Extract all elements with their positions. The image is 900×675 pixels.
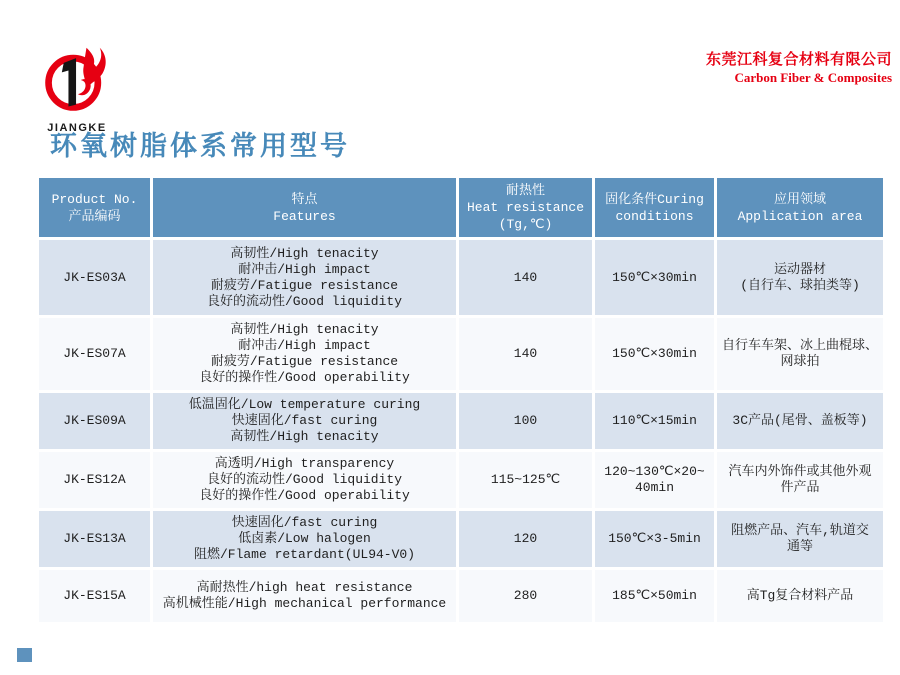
product-no-cell (38, 392, 152, 451)
application-cell (716, 239, 885, 317)
product-no-cell (38, 451, 152, 510)
cell-line: 150℃×30min (612, 269, 697, 285)
cell-line: 快速固化/fast curing (231, 515, 378, 530)
cell-line: 低温固化/Low temperature curing (188, 397, 421, 412)
curing-cell (594, 392, 716, 451)
cell-line: 110℃×15min (612, 413, 697, 428)
company-name-cn: 东莞江科复合材料有限公司 (705, 51, 892, 68)
footer-accent-square (17, 648, 32, 662)
heat-cell (458, 569, 594, 624)
header-line: Features (273, 208, 336, 224)
application-cell (716, 451, 885, 510)
header-line: 应用领域 (773, 191, 826, 207)
cell-line: 120 (513, 531, 538, 546)
table-row (38, 569, 885, 624)
company-name-block (706, 48, 892, 86)
page-title: 环氧树脂体系常用型号 (50, 131, 350, 161)
application-cell (716, 510, 885, 569)
cell-line: 150℃×3-5min (608, 531, 701, 546)
features-cell (152, 451, 458, 510)
cell-line: 140 (513, 269, 538, 285)
application-cell (716, 569, 885, 624)
header-product-no (38, 177, 152, 239)
table-header (38, 177, 885, 239)
header-features (152, 177, 458, 239)
table-row (38, 510, 885, 569)
cell-line: 件产品 (780, 480, 820, 495)
header-line: Application area (737, 208, 863, 224)
cell-line: 115~125℃ (490, 472, 561, 487)
header-row (38, 177, 885, 239)
cell-line: (自行车、球拍类等) (740, 277, 860, 293)
cell-line: 140 (513, 346, 538, 361)
product-no-cell (38, 569, 152, 624)
cell-line: JK-ES09A (63, 413, 126, 428)
cell-line: 汽车内外饰件或其他外观 (728, 464, 872, 479)
cell-line: 阻燃/Flame retardant(UL94-V0) (193, 547, 416, 562)
cell-line: 120~130℃×20~ (604, 464, 705, 479)
table-row (38, 451, 885, 510)
cell-line: 280 (513, 588, 538, 603)
cell-line: 高透明/High transparency (214, 456, 395, 471)
jiangke-phoenix-circle-icon (42, 42, 112, 116)
features-cell (152, 569, 458, 624)
features-cell (152, 239, 458, 317)
table-body (38, 239, 885, 624)
header-heat-resistance (458, 177, 594, 239)
features-cell (152, 510, 458, 569)
features-cell (152, 392, 458, 451)
cell-line: 良好的操作性/Good operability (199, 488, 410, 503)
header-line: Heat resistance (466, 200, 585, 215)
table-row (38, 392, 885, 451)
heat-cell (458, 392, 594, 451)
header-line: Product No. (51, 191, 138, 207)
cell-line: 良好的流动性/Good liquidity (206, 472, 403, 487)
header-line: conditions (615, 208, 694, 224)
header-line: 固化条件Curing (605, 191, 704, 207)
logo-wordmark: JIANGKE (47, 122, 107, 134)
header-line: 耐热性 (505, 183, 545, 198)
cell-line: 低卤素/Low halogen (238, 531, 371, 546)
application-cell (716, 392, 885, 451)
heat-cell (458, 451, 594, 510)
cell-line: 高耐热性/high heat resistance (196, 580, 413, 595)
product-no-cell (38, 239, 152, 317)
cell-line: 自行车车架、冰上曲棍球、 (721, 338, 878, 353)
company-name-en: Carbon Fiber & Composites (734, 70, 892, 85)
cell-line: 网球拍 (780, 354, 820, 369)
curing-cell (594, 569, 716, 624)
cell-line: 良好的操作性/Good operability (199, 370, 410, 385)
curing-cell (594, 317, 716, 392)
curing-cell (594, 239, 716, 317)
cell-line: 阻燃产品、汽车,轨道交 (731, 523, 869, 538)
heat-cell (458, 239, 594, 317)
heat-cell (458, 510, 594, 569)
cell-line: 耐冲击/High impact (238, 338, 371, 353)
cell-line: 耐疲劳/Fatigue resistance (210, 354, 399, 369)
cell-line: 高机械性能/High mechanical performance (162, 596, 447, 611)
heat-cell (458, 317, 594, 392)
cell-line: 高Tg复合材料产品 (746, 588, 854, 603)
cell-line: JK-ES15A (63, 588, 126, 603)
application-cell (716, 317, 885, 392)
header-line: 产品编码 (68, 208, 121, 224)
cell-line: 150℃×30min (612, 346, 697, 361)
cell-line: 快速固化/fast curing (231, 413, 378, 428)
cell-line: 高韧性/High tenacity (230, 322, 379, 337)
cell-line: JK-ES07A (63, 346, 126, 361)
header-application-area (716, 177, 885, 239)
features-cell (152, 317, 458, 392)
header-line: 特点 (291, 191, 318, 207)
table-row (38, 239, 885, 317)
cell-line: 耐疲劳/Fatigue resistance (210, 277, 399, 293)
cell-line: 100 (513, 413, 538, 428)
cell-line: 良好的流动性/Good liquidity (206, 293, 403, 309)
header-curing-conditions (594, 177, 716, 239)
cell-line: 耐冲击/High impact (238, 261, 371, 277)
product-no-cell (38, 317, 152, 392)
cell-line: JK-ES12A (63, 472, 126, 487)
curing-cell (594, 510, 716, 569)
company-logo (34, 42, 120, 134)
epoxy-models-table (36, 175, 886, 625)
cell-line: JK-ES13A (63, 531, 126, 546)
cell-line: 高韧性/High tenacity (230, 245, 379, 261)
cell-line: JK-ES03A (63, 269, 126, 285)
curing-cell (594, 451, 716, 510)
cell-line: 运动器材 (773, 261, 826, 277)
cell-line: 3C产品(尾骨、盖板等) (732, 413, 868, 428)
header-line: (Tg,℃) (498, 217, 553, 232)
cell-line: 通等 (786, 539, 813, 554)
product-no-cell (38, 510, 152, 569)
table-row (38, 317, 885, 392)
cell-line: 40min (634, 480, 674, 495)
cell-line: 高韧性/High tenacity (230, 429, 379, 444)
cell-line: 185℃×50min (612, 588, 697, 603)
